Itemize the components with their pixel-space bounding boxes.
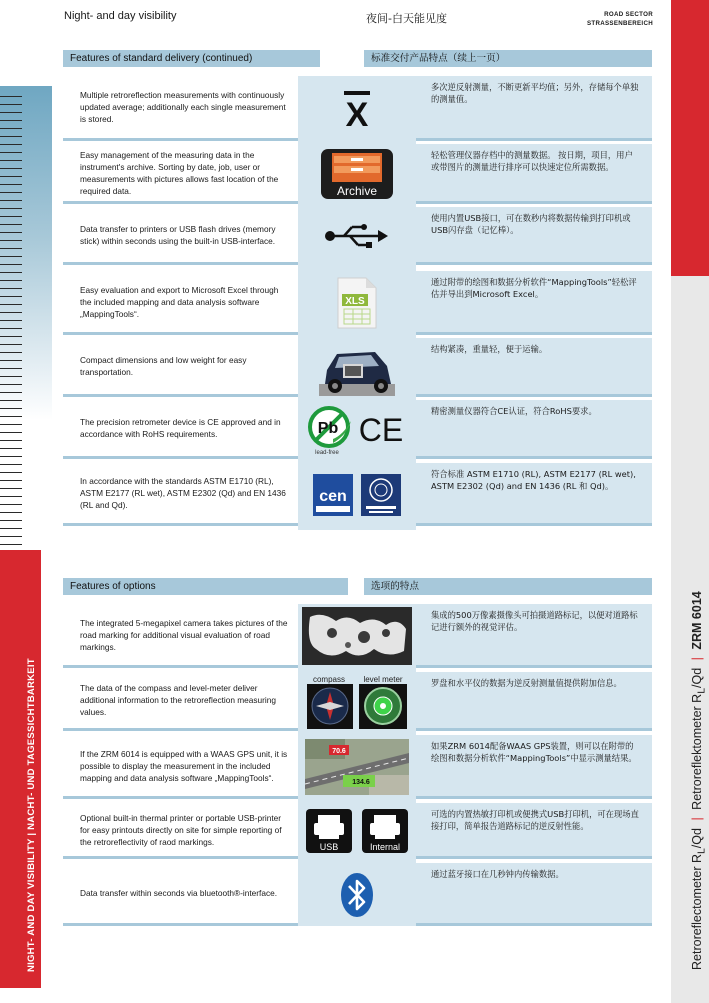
feature-text-zh: 使用内置USB接口，可在数秒内将数据传输到打印机或USB闪存盘（记忆棒）。 bbox=[416, 207, 652, 265]
option-text-en: The data of the compass and level-meter deliver additional information to the retroreflection measuring values. bbox=[63, 672, 298, 731]
compass-level-icon bbox=[298, 672, 416, 731]
option-row bbox=[63, 803, 652, 859]
feature-text-en: The precision retrometer device is CE approved and in accordance with RoHS requirements. bbox=[63, 400, 298, 459]
feature-row bbox=[63, 207, 652, 265]
feature-text-zh: 符合标准 ASTM E1710 (RL), ASTM E2177 (RL wet), ASTM E2302 (Qd) and EN 1436 (RL 和 Qd)。 bbox=[416, 463, 652, 526]
feature-text-zh: 通过附带的绘图和数据分析软件“MappingTools”轻松评估并导出到Microsoft Excel。 bbox=[416, 271, 652, 335]
feature-text-en: In accordance with the standards ASTM E1710 (RL), ASTM E2177 (RL wet), ASTM E2302 (Qd) and EN 1436 (RL and Qd). bbox=[63, 463, 298, 526]
car-photo-icon bbox=[298, 338, 416, 397]
left-ruler-marks bbox=[0, 96, 22, 566]
vtitle-en: Retroreflectometer R bbox=[690, 853, 704, 970]
right-accent-block bbox=[671, 0, 709, 276]
feature-row bbox=[63, 144, 652, 204]
feature-row bbox=[63, 76, 652, 141]
vtitle-de: Retroreflektometer R bbox=[690, 693, 704, 810]
archive-icon bbox=[298, 144, 416, 204]
svg-text:CE: CE bbox=[358, 411, 404, 448]
svg-text:134.6: 134.6 bbox=[352, 779, 370, 786]
svg-text:70.6: 70.6 bbox=[332, 748, 346, 755]
feature-text-zh: 精密测量仪器符合CE认证，符合RoHS要求。 bbox=[416, 400, 652, 459]
cen-astm-logo-icon bbox=[298, 463, 416, 526]
svg-text:level meter: level meter bbox=[363, 674, 403, 684]
feature-text-en: Data transfer to printers or USB flash drives (memory stick) within seconds using the built-in USB-interface. bbox=[63, 207, 298, 265]
option-row bbox=[63, 604, 652, 668]
option-text-en: The integrated 5-megapixel camera takes pictures of the road marking for additional visual evaluation of road markings. bbox=[63, 604, 298, 668]
section1-title-zh: 标准交付产品特点（续上一页） bbox=[364, 50, 652, 67]
feature-text-en: Easy evaluation and export to Microsoft Excel through the included mapping and data analysis software „MappingTools“. bbox=[63, 271, 298, 335]
feature-text-en: Multiple retroreflection measurements with continuously updated average; additionally each single measurement is stored. bbox=[63, 76, 298, 141]
option-row bbox=[63, 863, 652, 926]
option-text-zh: 集成的500万像素摄像头可拍摄道路标记，以便对道路标记进行额外的视觉评估。 bbox=[416, 604, 652, 668]
feature-text-zh: 结构紧凑，重量轻，便于运输。 bbox=[416, 338, 652, 397]
vtitle-en-sub: L bbox=[696, 848, 708, 854]
right-vertical-title bbox=[690, 591, 708, 970]
camera-photo-icon bbox=[298, 604, 416, 668]
option-text-zh: 如果ZRM 6014配备WAAS GPS装置，则可以在附带的绘图和数据分析软件“MappingTools”中显示测量结果。 bbox=[416, 735, 652, 799]
section2-title-zh: 选项的特点 bbox=[364, 578, 652, 595]
svg-text:Internal: Internal bbox=[369, 842, 401, 852]
feature-text-zh: 轻松管理仪器存档中的测量数据。 按日期，项目，用户或带图片的测量进行排序可以快速定位所需数据。 bbox=[416, 144, 652, 204]
option-text-en: If the ZRM 6014 is equipped with a WAAS GPS unit, it is possible to display the measurement in the included mapping and data analysis software „MappingTools“. bbox=[63, 735, 298, 799]
svg-text:X: X bbox=[345, 95, 369, 129]
vtitle-de-b: /Qd bbox=[690, 667, 704, 688]
page-title-zh: 夜间-白天能见度 bbox=[366, 12, 447, 25]
svg-text:compass: compass bbox=[312, 674, 346, 684]
svg-text:cen: cen bbox=[319, 487, 347, 505]
vtitle-sep-1: | bbox=[690, 817, 704, 821]
feature-row bbox=[63, 271, 652, 335]
section2-title-en: Features of options bbox=[63, 578, 348, 595]
page-title-en: Night- and day visibility bbox=[64, 10, 177, 22]
average-x-icon bbox=[298, 76, 416, 141]
svg-text:USB: USB bbox=[319, 842, 339, 852]
option-text-zh: 通过蓝牙接口在几秒钟内传输数据。 bbox=[416, 863, 652, 926]
feature-row bbox=[63, 463, 652, 526]
vtitle-sep-2: | bbox=[690, 657, 704, 661]
option-row bbox=[63, 672, 652, 731]
sector-label bbox=[587, 10, 653, 28]
bluetooth-icon bbox=[298, 863, 416, 926]
option-text-zh: 可选的内置热敏打印机或便携式USB打印机，可在现场直接打印，简单报告道路标记的逆反射性能。 bbox=[416, 803, 652, 859]
sector-line-2: STRASSENBEREICH bbox=[586, 20, 653, 27]
feature-row bbox=[63, 400, 652, 459]
feature-text-zh: 多次逆反射测量，不断更新平均值；另外，存储每个单独的测量值。 bbox=[416, 76, 652, 141]
usb-icon bbox=[298, 207, 416, 265]
option-row bbox=[63, 735, 652, 799]
gps-map-icon bbox=[298, 735, 416, 799]
feature-text-en: Easy management of the measuring data in the instrument's archive. Sorting by date, job, user or measurements with pictures allows fast location of the required data. bbox=[63, 144, 298, 204]
svg-text:lead-free: lead-free bbox=[315, 449, 339, 455]
option-text-en: Optional built-in thermal printer or portable USB-printer for easy printouts directly on site for simple reporting of the retroreflectivity of raod markings. bbox=[63, 803, 298, 859]
vtitle-en-b: /Qd bbox=[690, 828, 704, 849]
vtitle-de-sub: L bbox=[696, 688, 708, 694]
left-vertical-title: NIGHT- AND DAY VISIBILITY | NACHT- UND TAGESSICHTBARKEIT bbox=[26, 658, 37, 972]
vtitle-product: ZRM 6014 bbox=[690, 591, 704, 650]
feature-text-en: Compact dimensions and low weight for easy transportation. bbox=[63, 338, 298, 397]
option-text-en: Data transfer within seconds via bluetooth®-interface. bbox=[63, 863, 298, 926]
feature-row bbox=[63, 338, 652, 397]
svg-text:Pb: Pb bbox=[317, 419, 339, 437]
ce-rohs-icon bbox=[298, 400, 416, 459]
xls-file-icon bbox=[298, 271, 416, 335]
section1-title-en: Features of standard delivery (continued) bbox=[63, 50, 320, 67]
svg-text:XLS: XLS bbox=[345, 296, 365, 307]
sector-line-1: ROAD SECTOR bbox=[604, 11, 653, 18]
printer-icon bbox=[298, 803, 416, 859]
option-text-zh: 罗盘和水平仪的数据为逆反射测量值提供附加信息。 bbox=[416, 672, 652, 731]
svg-text:Archive: Archive bbox=[336, 184, 378, 198]
